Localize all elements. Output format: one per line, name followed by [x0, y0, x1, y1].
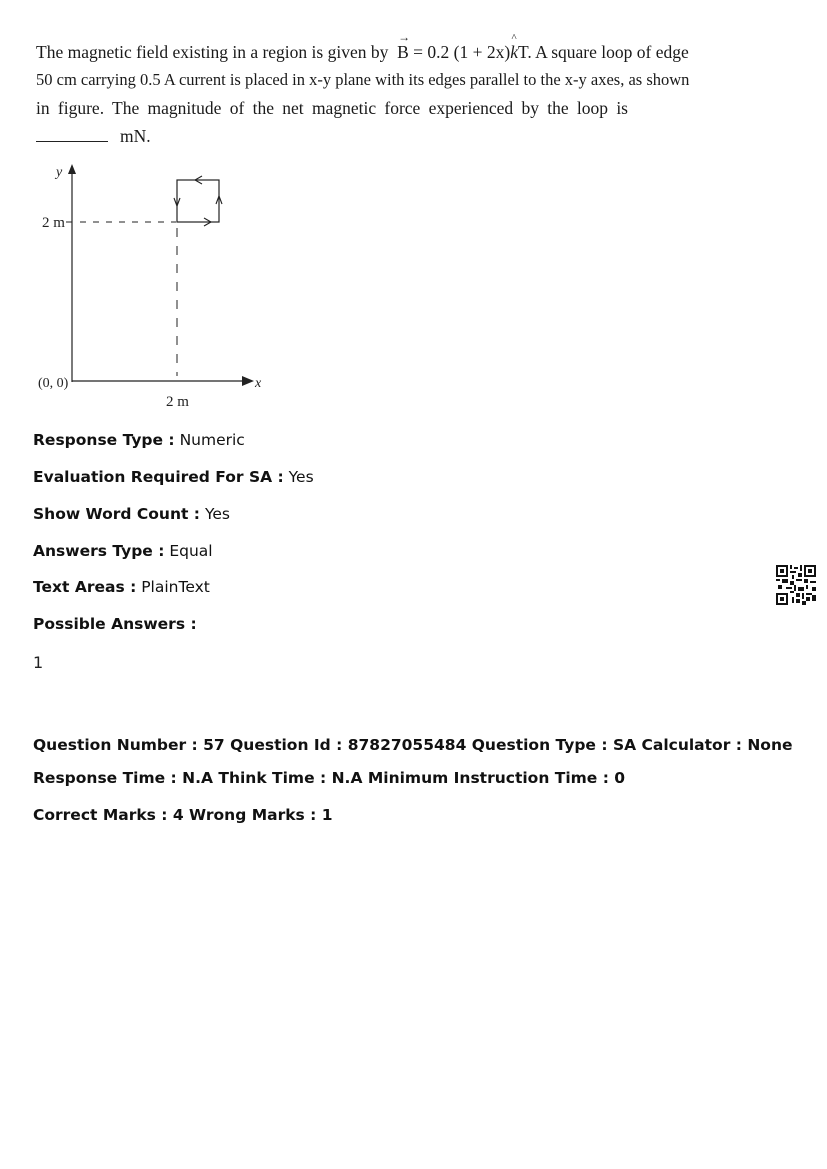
question-line-1	[36, 32, 689, 66]
response-type-label: Response Type :	[33, 431, 175, 449]
question-text	[36, 32, 690, 150]
x-axis-label: x	[255, 376, 262, 391]
y-axis-label: y	[56, 165, 63, 180]
question-summary-line-1: Question Number : 57 Question Id : 87827055484 Question Type : SA Calculator : None	[33, 736, 793, 754]
x-axis-arrow-icon	[242, 376, 254, 386]
question-unit: mN.	[120, 126, 151, 146]
text-areas-value: PlainText	[141, 578, 210, 596]
formula-unit: T	[517, 42, 528, 62]
evaluation-required-value: Yes	[288, 468, 314, 486]
answer-blank	[36, 141, 108, 142]
possible-answer-value: 1	[33, 653, 44, 672]
question-summary-line-3: Correct Marks : 4 Wrong Marks : 1	[33, 806, 333, 824]
y-tick-label: 2 m	[42, 215, 65, 231]
vector-b: → B	[397, 38, 409, 66]
show-word-count-value: Yes	[204, 505, 230, 523]
question-line-1-suffix: . A square loop of edge	[527, 42, 689, 62]
show-word-count-label: Show Word Count :	[33, 505, 200, 523]
response-type-value: Numeric	[179, 431, 245, 449]
evaluation-required-label: Evaluation Required For SA :	[33, 468, 284, 486]
hat-icon: ^	[511, 32, 516, 44]
magnetic-field-formula	[393, 32, 528, 62]
qr-code-icon	[776, 565, 816, 605]
show-word-count-row	[33, 505, 230, 523]
possible-answers-row	[33, 615, 197, 633]
question-line-1-prefix: The magnetic field existing in a region is given by	[36, 42, 389, 62]
text-areas-label: Text Areas :	[33, 578, 137, 596]
unit-vector-k-text: k	[510, 42, 518, 62]
formula-expression: = 0.2 (1 + 2x)	[408, 42, 511, 62]
text-areas-row	[33, 578, 210, 596]
answers-type-label: Answers Type :	[33, 542, 165, 560]
loop-figure	[30, 150, 290, 415]
question-summary-line-2: Response Time : N.A Think Time : N.A Minimum Instruction Time : 0	[33, 769, 626, 787]
question-line-2: 50 cm carrying 0.5 A current is placed in x-y plane with its edges parallel to the x-y axes, as shown	[36, 70, 690, 89]
evaluation-required-row	[33, 468, 314, 486]
possible-answers-label: Possible Answers :	[33, 615, 197, 633]
response-type-row	[33, 431, 245, 449]
unit-vector-k	[510, 32, 518, 66]
question-line-3: in figure. The magnitude of the net magnetic force experienced by the loop is	[36, 98, 628, 118]
answers-type-value: Equal	[169, 542, 213, 560]
question-line-4	[36, 122, 628, 150]
current-loop	[177, 180, 219, 222]
answers-type-row	[33, 542, 213, 560]
origin-label: (0, 0)	[38, 376, 69, 391]
x-tick-label: 2 m	[166, 394, 189, 410]
y-axis-arrow-icon	[68, 164, 76, 174]
